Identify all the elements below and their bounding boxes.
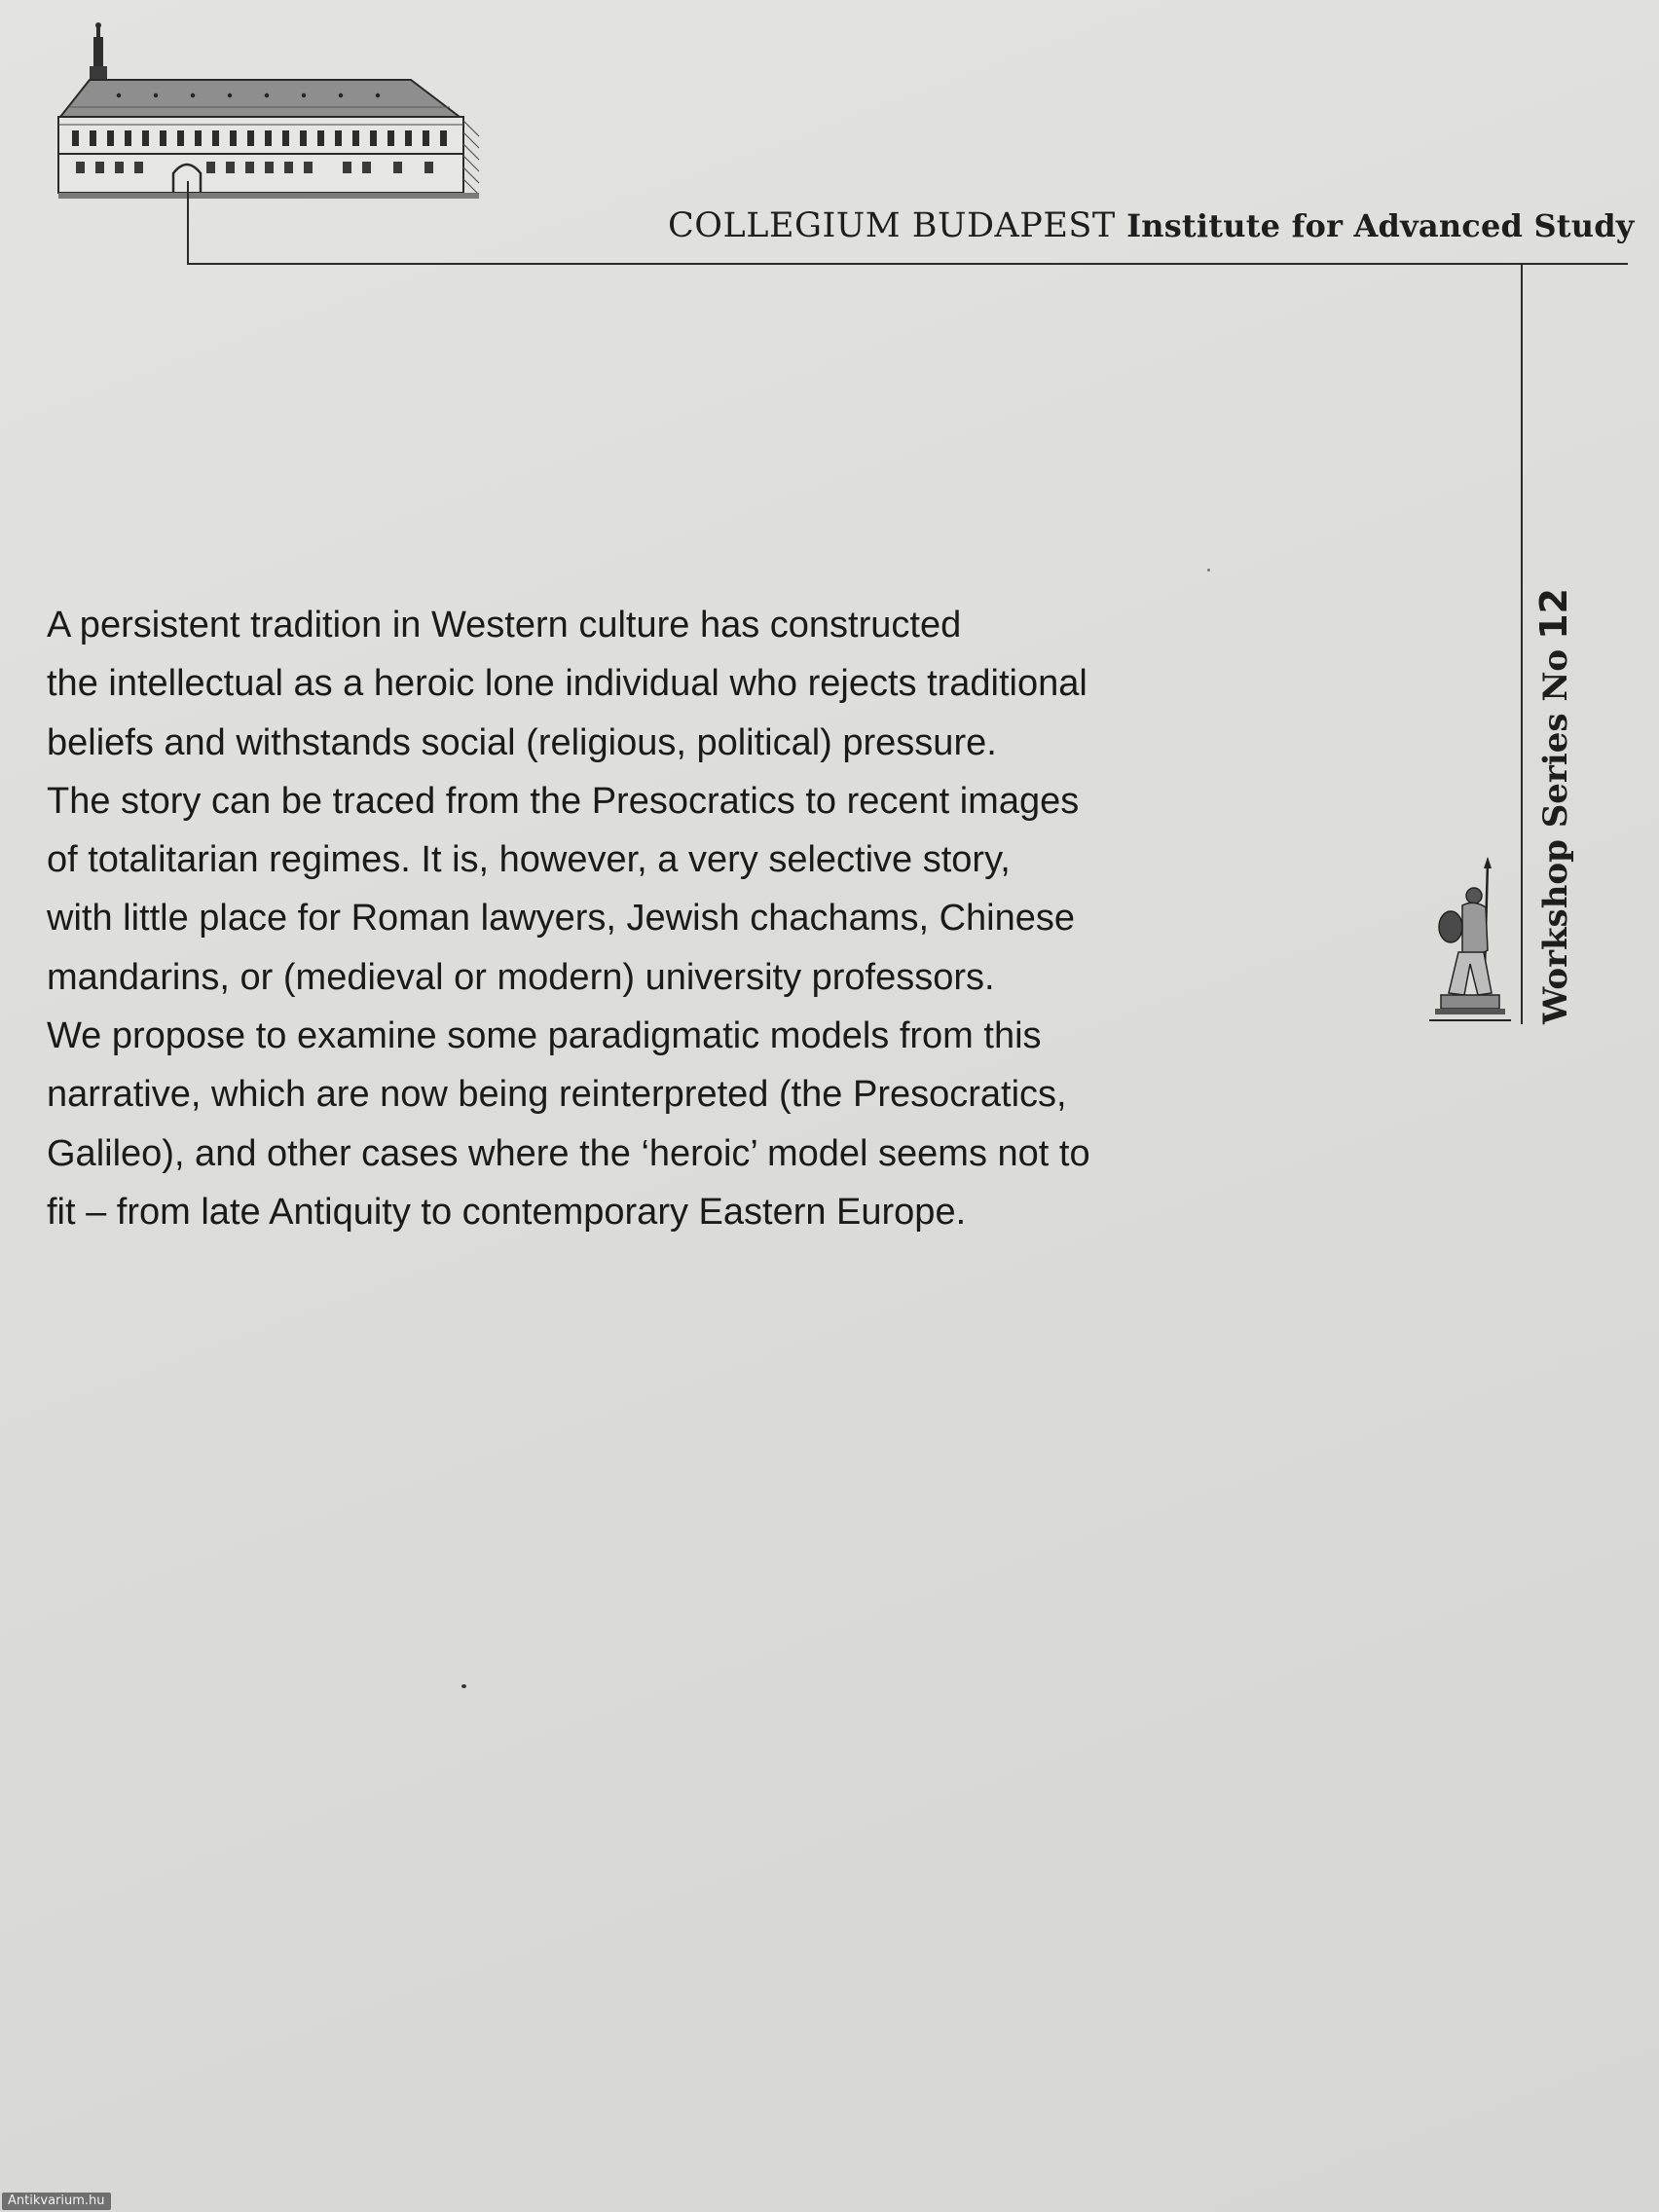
- description-line: fit – from late Antiquity to contemporary Eastern Europe.: [47, 1191, 967, 1233]
- institution-name: COLLEGIUM BUDAPEST: [668, 206, 1116, 245]
- description-line: A persistent tradition in Western culture has constructed: [47, 605, 962, 645]
- description-line: of totalitarian regimes. It is, however, a very selective story,: [47, 839, 1011, 881]
- description-line: the intellectual as a heroic lone individual who rejects traditional: [47, 663, 1088, 705]
- description-line: beliefs and withstands social (religious, political) pressure.: [47, 721, 997, 763]
- frame-rule-right: [1521, 265, 1523, 1024]
- statue-emblem-icon: [1429, 857, 1511, 1028]
- description-line: mandarins, or (medieval or modern) university professors.: [47, 956, 995, 998]
- frame-rule-top: [187, 263, 1628, 265]
- print-speck: [461, 1684, 466, 1688]
- description-line: The story can be traced from the Presocratics to recent images: [47, 780, 1080, 822]
- frame-rule-left: [187, 181, 189, 265]
- series-label-text: Workshop Series No: [1536, 648, 1575, 1024]
- description-paragraph: [47, 596, 1351, 1241]
- description-line: narrative, which are now being reinterpreted (the Presocratics,: [47, 1074, 1067, 1116]
- institution-header: [668, 206, 1635, 245]
- building-illustration: [51, 19, 485, 201]
- print-speck: [1207, 569, 1210, 571]
- description-line: Galileo), and other cases where the ‘heroic’ model seems not to: [47, 1132, 1090, 1174]
- workshop-series-label: [1532, 588, 1575, 1024]
- description-line: We propose to examine some paradigmatic models from this: [47, 1015, 1042, 1057]
- watermark-label: Antikvarium.hu: [2, 2193, 111, 2210]
- series-number: 12: [1532, 588, 1575, 640]
- description-line: with little place for Roman lawyers, Jewish chachams, Chinese: [47, 898, 1075, 940]
- institution-subtitle: Institute for Advanced Study: [1126, 207, 1635, 244]
